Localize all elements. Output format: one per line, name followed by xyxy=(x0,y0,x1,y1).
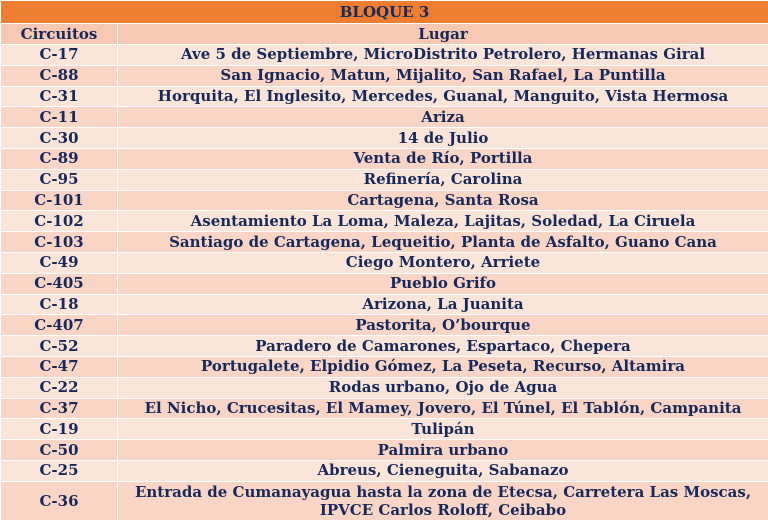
place-cell: Paradero de Camarones, Espartaco, Chepera xyxy=(118,336,768,357)
table-row xyxy=(1,169,768,190)
place-cell: Pueblo Grifo xyxy=(118,273,768,294)
circuit-cell: C-52 xyxy=(1,336,118,357)
table-row xyxy=(1,294,768,315)
place-cell: Pastorita, O’bourque xyxy=(118,315,768,336)
table-row xyxy=(1,377,768,398)
table-row xyxy=(1,419,768,440)
circuit-cell: C-89 xyxy=(1,148,118,169)
place-cell: Arizona, La Juanita xyxy=(118,294,768,315)
circuit-cell: C-405 xyxy=(1,273,118,294)
table-row xyxy=(1,148,768,169)
place-cell: Entrada de Cumanayagua hasta la zona de Etecsa, Carretera Las Moscas, IPVCE Carlos Roloff, Ceibabo xyxy=(118,481,768,520)
place-cell: Ariza xyxy=(118,107,768,128)
table-row xyxy=(1,252,768,273)
circuit-cell: C-50 xyxy=(1,440,118,461)
table-row xyxy=(1,65,768,86)
table-row xyxy=(1,356,768,377)
place-cell: Cartagena, Santa Rosa xyxy=(118,190,768,211)
table-row xyxy=(1,460,768,481)
table-row xyxy=(1,211,768,232)
place-cell: Asentamiento La Loma, Maleza, Lajitas, Soledad, La Ciruela xyxy=(118,211,768,232)
table-row xyxy=(1,273,768,294)
place-cell: 14 de Julio xyxy=(118,128,768,149)
place-cell: Santiago de Cartagena, Lequeitio, Planta de Asfalto, Guano Cana xyxy=(118,232,768,253)
circuit-cell: C-407 xyxy=(1,315,118,336)
circuit-cell: C-47 xyxy=(1,356,118,377)
circuit-cell: C-49 xyxy=(1,252,118,273)
column-header-circuitos: Circuitos xyxy=(1,24,118,45)
table-header-row xyxy=(1,24,768,45)
place-cell: Abreus, Cieneguita, Sabanazo xyxy=(118,460,768,481)
place-cell: Rodas urbano, Ojo de Agua xyxy=(118,377,768,398)
circuit-cell: C-31 xyxy=(1,86,118,107)
circuit-cell: C-101 xyxy=(1,190,118,211)
place-cell: Tulipán xyxy=(118,419,768,440)
table-row xyxy=(1,336,768,357)
table-row xyxy=(1,398,768,419)
place-cell: San Ignacio, Matun, Mijalito, San Rafael, La Puntilla xyxy=(118,65,768,86)
circuit-cell: C-18 xyxy=(1,294,118,315)
table-title-row xyxy=(1,1,768,24)
place-cell: El Nicho, Crucesitas, El Mamey, Jovero, El Túnel, El Tablón, Campanita xyxy=(118,398,768,419)
table-row xyxy=(1,440,768,461)
circuit-cell: C-22 xyxy=(1,377,118,398)
circuit-cell: C-17 xyxy=(1,45,118,66)
table-row xyxy=(1,232,768,253)
place-cell: Venta de Río, Portilla xyxy=(118,148,768,169)
circuit-cell: C-88 xyxy=(1,65,118,86)
table-row xyxy=(1,45,768,66)
table-row xyxy=(1,190,768,211)
circuit-cell: C-95 xyxy=(1,169,118,190)
place-cell: Ciego Montero, Arriete xyxy=(118,252,768,273)
place-cell: Portugalete, Elpidio Gómez, La Peseta, Recurso, Altamira xyxy=(118,356,768,377)
place-cell: Refinería, Carolina xyxy=(118,169,768,190)
circuit-cell: C-103 xyxy=(1,232,118,253)
circuit-cell: C-37 xyxy=(1,398,118,419)
place-cell: Palmira urbano xyxy=(118,440,768,461)
place-cell: Ave 5 de Septiembre, MicroDistrito Petrolero, Hermanas Giral xyxy=(118,45,768,66)
table-row xyxy=(1,315,768,336)
place-cell: Horquita, El Inglesito, Mercedes, Guanal, Manguito, Vista Hermosa xyxy=(118,86,768,107)
circuit-cell: C-25 xyxy=(1,460,118,481)
table-row xyxy=(1,128,768,149)
circuit-cell: C-102 xyxy=(1,211,118,232)
circuit-cell: C-30 xyxy=(1,128,118,149)
circuit-cell: C-36 xyxy=(1,481,118,520)
circuit-cell: C-11 xyxy=(1,107,118,128)
table-row xyxy=(1,481,768,520)
circuit-cell: C-19 xyxy=(1,419,118,440)
table-row xyxy=(1,86,768,107)
table-row xyxy=(1,107,768,128)
table-title: BLOQUE 3 xyxy=(1,1,768,24)
column-header-lugar: Lugar xyxy=(118,24,768,45)
